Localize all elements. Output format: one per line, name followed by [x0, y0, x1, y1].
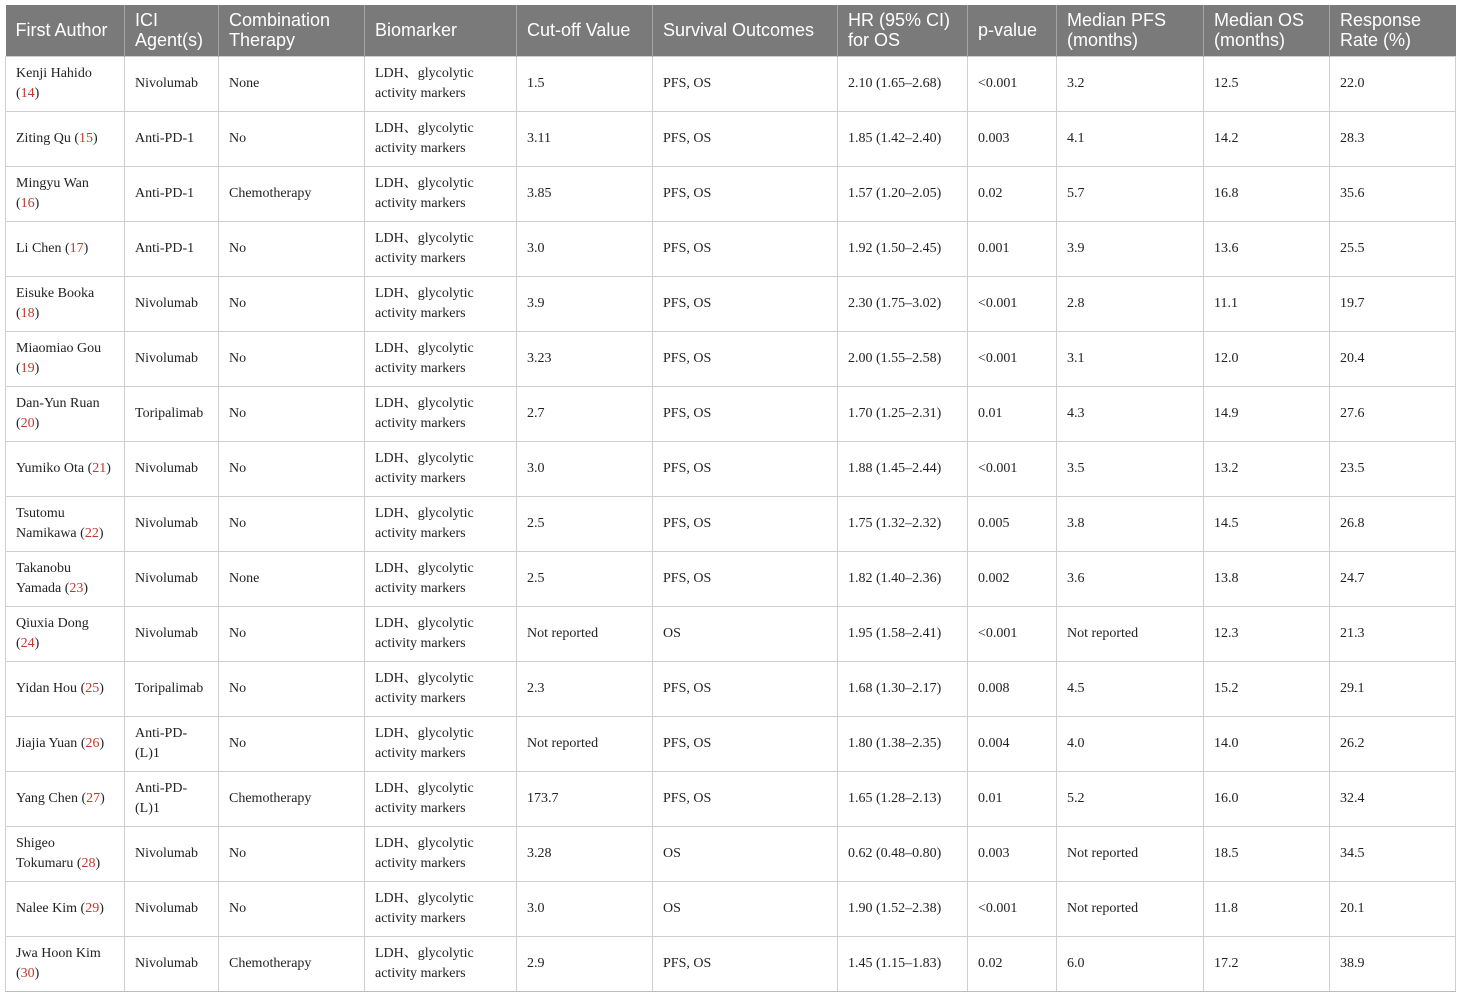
cell-combination-therapy: No	[219, 826, 365, 881]
cell-response-rate: 20.4	[1330, 331, 1456, 386]
cell-cutoff-value: 3.0	[517, 441, 653, 496]
cell-median-pfs: 3.9	[1057, 221, 1204, 276]
col-combination-therapy: Combination Therapy	[219, 5, 365, 56]
cell-median-os: 12.0	[1204, 331, 1330, 386]
cell-cutoff-value: Not reported	[517, 716, 653, 771]
cell-response-rate: 27.6	[1330, 386, 1456, 441]
cell-survival-outcomes: PFS, OS	[653, 496, 838, 551]
cell-response-rate: 26.2	[1330, 716, 1456, 771]
table-row	[6, 771, 1456, 826]
cell-median-os: 11.1	[1204, 276, 1330, 331]
cell-survival-outcomes: PFS, OS	[653, 936, 838, 991]
reference-link[interactable]: 19	[20, 360, 35, 376]
table-row	[6, 111, 1456, 166]
reference-link[interactable]: 18	[20, 305, 35, 321]
cell-first-author: Jwa Hoon Kim (30)	[6, 936, 125, 991]
cell-combination-therapy: Chemotherapy	[219, 166, 365, 221]
studies-table	[5, 5, 1456, 992]
cell-ici-agent: Toripalimab	[125, 661, 219, 716]
cell-biomarker: LDH、glycolytic activity markers	[365, 551, 517, 606]
col-survival-outcomes: Survival Outcomes	[653, 5, 838, 56]
cell-p-value: 0.001	[968, 221, 1057, 276]
cell-ici-agent: Nivolumab	[125, 331, 219, 386]
cell-hr-os: 1.68 (1.30–2.17)	[838, 661, 968, 716]
cell-hr-os: 1.65 (1.28–2.13)	[838, 771, 968, 826]
cell-median-pfs: 4.0	[1057, 716, 1204, 771]
cell-hr-os: 1.70 (1.25–2.31)	[838, 386, 968, 441]
author-name: Nalee Kim	[16, 900, 78, 916]
cell-p-value: 0.004	[968, 716, 1057, 771]
cell-biomarker: LDH、glycolytic activity markers	[365, 771, 517, 826]
cell-median-pfs: 4.1	[1057, 111, 1204, 166]
cell-hr-os: 1.95 (1.58–2.41)	[838, 606, 968, 661]
cell-p-value: 0.003	[968, 826, 1057, 881]
cell-cutoff-value: 173.7	[517, 771, 653, 826]
table-row	[6, 276, 1456, 331]
cell-hr-os: 2.30 (1.75–3.02)	[838, 276, 968, 331]
cell-median-os: 17.2	[1204, 936, 1330, 991]
cell-response-rate: 22.0	[1330, 56, 1456, 111]
cell-combination-therapy: No	[219, 111, 365, 166]
cell-median-os: 13.6	[1204, 221, 1330, 276]
author-name: Tsutomu Namikawa	[16, 505, 77, 541]
author-name: Dan-Yun Ruan	[16, 395, 100, 411]
cell-cutoff-value: 3.0	[517, 221, 653, 276]
reference-link[interactable]: 15	[79, 130, 94, 146]
cell-median-pfs: 5.2	[1057, 771, 1204, 826]
cell-survival-outcomes: PFS, OS	[653, 276, 838, 331]
cell-ici-agent: Nivolumab	[125, 56, 219, 111]
cell-hr-os: 1.80 (1.38–2.35)	[838, 716, 968, 771]
cell-hr-os: 1.90 (1.52–2.38)	[838, 881, 968, 936]
reference-link[interactable]: 25	[85, 680, 100, 696]
cell-biomarker: LDH、glycolytic activity markers	[365, 386, 517, 441]
cell-median-os: 13.8	[1204, 551, 1330, 606]
header-row	[6, 5, 1456, 56]
reference-link[interactable]: 23	[69, 580, 84, 596]
cell-cutoff-value: 2.3	[517, 661, 653, 716]
cell-ici-agent: Nivolumab	[125, 496, 219, 551]
cell-cutoff-value: 2.7	[517, 386, 653, 441]
cell-combination-therapy: No	[219, 276, 365, 331]
cell-median-os: 13.2	[1204, 441, 1330, 496]
author-name: Jiajia Yuan	[16, 735, 78, 751]
reference-link[interactable]: 24	[20, 635, 35, 651]
cell-survival-outcomes: PFS, OS	[653, 551, 838, 606]
table-row	[6, 881, 1456, 936]
cell-ici-agent: Anti-PD-(L)1	[125, 716, 219, 771]
cell-median-pfs: 6.0	[1057, 936, 1204, 991]
cell-combination-therapy: No	[219, 606, 365, 661]
author-name: Mingyu Wan	[16, 175, 89, 191]
cell-p-value: <0.001	[968, 56, 1057, 111]
cell-combination-therapy: Chemotherapy	[219, 771, 365, 826]
cell-biomarker: LDH、glycolytic activity markers	[365, 881, 517, 936]
cell-median-pfs: Not reported	[1057, 606, 1204, 661]
reference-link[interactable]: 27	[86, 790, 101, 806]
cell-biomarker: LDH、glycolytic activity markers	[365, 166, 517, 221]
cell-hr-os: 1.88 (1.45–2.44)	[838, 441, 968, 496]
cell-first-author: Yumiko Ota (21)	[6, 441, 125, 496]
cell-p-value: <0.001	[968, 606, 1057, 661]
cell-response-rate: 28.3	[1330, 111, 1456, 166]
cell-cutoff-value: 2.5	[517, 551, 653, 606]
cell-median-pfs: 3.1	[1057, 331, 1204, 386]
table-body	[6, 56, 1456, 991]
cell-first-author: Tsutomu Namikawa (22)	[6, 496, 125, 551]
cell-combination-therapy: No	[219, 881, 365, 936]
cell-p-value: <0.001	[968, 331, 1057, 386]
cell-first-author: Dan-Yun Ruan (20)	[6, 386, 125, 441]
col-cutoff-value: Cut-off Value	[517, 5, 653, 56]
cell-response-rate: 25.5	[1330, 221, 1456, 276]
cell-cutoff-value: 3.85	[517, 166, 653, 221]
cell-response-rate: 21.3	[1330, 606, 1456, 661]
cell-median-pfs: 4.3	[1057, 386, 1204, 441]
cell-first-author: Shigeo Tokumaru (28)	[6, 826, 125, 881]
cell-survival-outcomes: PFS, OS	[653, 56, 838, 111]
cell-survival-outcomes: PFS, OS	[653, 331, 838, 386]
cell-first-author: Nalee Kim (29)	[6, 881, 125, 936]
cell-first-author: Eisuke Booka (18)	[6, 276, 125, 331]
cell-combination-therapy: No	[219, 496, 365, 551]
reference-link[interactable]: 17	[69, 240, 84, 256]
cell-hr-os: 0.62 (0.48–0.80)	[838, 826, 968, 881]
cell-p-value: 0.008	[968, 661, 1057, 716]
col-first-author: First Author	[6, 5, 125, 56]
cell-survival-outcomes: PFS, OS	[653, 661, 838, 716]
cell-combination-therapy: No	[219, 441, 365, 496]
cell-response-rate: 38.9	[1330, 936, 1456, 991]
cell-hr-os: 1.82 (1.40–2.36)	[838, 551, 968, 606]
cell-ici-agent: Nivolumab	[125, 551, 219, 606]
cell-median-pfs: 2.8	[1057, 276, 1204, 331]
cell-median-os: 15.2	[1204, 661, 1330, 716]
cell-ici-agent: Toripalimab	[125, 386, 219, 441]
cell-biomarker: LDH、glycolytic activity markers	[365, 441, 517, 496]
cell-biomarker: LDH、glycolytic activity markers	[365, 936, 517, 991]
cell-median-pfs: 5.7	[1057, 166, 1204, 221]
cell-p-value: 0.002	[968, 551, 1057, 606]
cell-hr-os: 1.57 (1.20–2.05)	[838, 166, 968, 221]
reference-link[interactable]: 22	[84, 525, 99, 541]
cell-median-os: 14.9	[1204, 386, 1330, 441]
cell-ici-agent: Anti-PD-1	[125, 166, 219, 221]
cell-median-pfs: 3.6	[1057, 551, 1204, 606]
cell-p-value: 0.005	[968, 496, 1057, 551]
cell-survival-outcomes: PFS, OS	[653, 716, 838, 771]
author-name: Yumiko Ota	[16, 460, 85, 476]
cell-survival-outcomes: OS	[653, 606, 838, 661]
cell-ici-agent: Nivolumab	[125, 826, 219, 881]
reference-link[interactable]: 26	[85, 735, 100, 751]
table-row	[6, 551, 1456, 606]
cell-cutoff-value: 2.9	[517, 936, 653, 991]
cell-p-value: 0.02	[968, 166, 1057, 221]
author-name: Kenji Hahido	[16, 65, 92, 81]
table-row	[6, 826, 1456, 881]
cell-biomarker: LDH、glycolytic activity markers	[365, 826, 517, 881]
table-row	[6, 716, 1456, 771]
cell-median-pfs: Not reported	[1057, 881, 1204, 936]
cell-biomarker: LDH、glycolytic activity markers	[365, 661, 517, 716]
table-row	[6, 56, 1456, 111]
cell-ici-agent: Nivolumab	[125, 441, 219, 496]
col-median-os: Median OS (months)	[1204, 5, 1330, 56]
cell-p-value: <0.001	[968, 441, 1057, 496]
cell-median-os: 16.0	[1204, 771, 1330, 826]
cell-biomarker: LDH、glycolytic activity markers	[365, 221, 517, 276]
cell-cutoff-value: 3.28	[517, 826, 653, 881]
cell-ici-agent: Nivolumab	[125, 881, 219, 936]
cell-first-author: Jiajia Yuan (26)	[6, 716, 125, 771]
cell-response-rate: 20.1	[1330, 881, 1456, 936]
cell-first-author: Miaomiao Gou (19)	[6, 331, 125, 386]
table-row	[6, 221, 1456, 276]
cell-response-rate: 19.7	[1330, 276, 1456, 331]
reference-link[interactable]: 29	[85, 900, 100, 916]
cell-response-rate: 35.6	[1330, 166, 1456, 221]
cell-combination-therapy: None	[219, 551, 365, 606]
reference-link[interactable]: 28	[81, 855, 96, 871]
reference-link[interactable]: 20	[20, 415, 35, 431]
cell-combination-therapy: Chemotherapy	[219, 936, 365, 991]
cell-p-value: <0.001	[968, 276, 1057, 331]
cell-first-author: Yang Chen (27)	[6, 771, 125, 826]
cell-p-value: 0.003	[968, 111, 1057, 166]
cell-median-pfs: Not reported	[1057, 826, 1204, 881]
cell-ici-agent: Anti-PD-1	[125, 221, 219, 276]
cell-first-author: Kenji Hahido (14)	[6, 56, 125, 111]
cell-first-author: Ziting Qu (15)	[6, 111, 125, 166]
reference-link[interactable]: 30	[20, 965, 35, 981]
cell-survival-outcomes: PFS, OS	[653, 441, 838, 496]
cell-response-rate: 29.1	[1330, 661, 1456, 716]
table-row	[6, 386, 1456, 441]
cell-ici-agent: Nivolumab	[125, 936, 219, 991]
table-row	[6, 441, 1456, 496]
cell-combination-therapy: No	[219, 331, 365, 386]
cell-cutoff-value: 1.5	[517, 56, 653, 111]
table-row	[6, 661, 1456, 716]
cell-hr-os: 2.10 (1.65–2.68)	[838, 56, 968, 111]
cell-first-author: Mingyu Wan (16)	[6, 166, 125, 221]
cell-median-os: 18.5	[1204, 826, 1330, 881]
cell-p-value: 0.01	[968, 771, 1057, 826]
cell-first-author: Yidan Hou (25)	[6, 661, 125, 716]
cell-biomarker: LDH、glycolytic activity markers	[365, 111, 517, 166]
cell-median-os: 12.3	[1204, 606, 1330, 661]
cell-hr-os: 1.45 (1.15–1.83)	[838, 936, 968, 991]
cell-median-os: 11.8	[1204, 881, 1330, 936]
cell-median-os: 16.8	[1204, 166, 1330, 221]
table-row	[6, 496, 1456, 551]
cell-median-os: 14.5	[1204, 496, 1330, 551]
cell-median-os: 14.2	[1204, 111, 1330, 166]
cell-survival-outcomes: OS	[653, 881, 838, 936]
cell-hr-os: 1.92 (1.50–2.45)	[838, 221, 968, 276]
cell-combination-therapy: No	[219, 661, 365, 716]
cell-response-rate: 32.4	[1330, 771, 1456, 826]
cell-cutoff-value: 3.9	[517, 276, 653, 331]
author-name: Shigeo Tokumaru	[16, 835, 74, 871]
cell-median-pfs: 3.5	[1057, 441, 1204, 496]
table-header	[6, 5, 1456, 56]
author-name: Yang Chen	[16, 790, 78, 806]
cell-combination-therapy: No	[219, 716, 365, 771]
cell-median-pfs: 4.5	[1057, 661, 1204, 716]
author-name: Li Chen	[16, 240, 62, 256]
col-ici-agents: ICI Agent(s)	[125, 5, 219, 56]
reference-link[interactable]: 16	[20, 195, 35, 211]
author-name: Miaomiao Gou	[16, 340, 102, 356]
cell-response-rate: 34.5	[1330, 826, 1456, 881]
author-name: Takanobu Yamada	[16, 560, 72, 596]
cell-survival-outcomes: PFS, OS	[653, 111, 838, 166]
cell-response-rate: 23.5	[1330, 441, 1456, 496]
cell-hr-os: 1.85 (1.42–2.40)	[838, 111, 968, 166]
author-name: Qiuxia Dong	[16, 615, 89, 631]
cell-p-value: 0.01	[968, 386, 1057, 441]
cell-ici-agent: Anti-PD-1	[125, 111, 219, 166]
author-name: Yidan Hou	[16, 680, 78, 696]
cell-cutoff-value: 3.0	[517, 881, 653, 936]
cell-median-pfs: 3.8	[1057, 496, 1204, 551]
cell-survival-outcomes: OS	[653, 826, 838, 881]
cell-median-os: 12.5	[1204, 56, 1330, 111]
col-hr-os: HR (95% CI) for OS	[838, 5, 968, 56]
cell-combination-therapy: No	[219, 386, 365, 441]
cell-p-value: 0.02	[968, 936, 1057, 991]
cell-biomarker: LDH、glycolytic activity markers	[365, 276, 517, 331]
table-row	[6, 331, 1456, 386]
cell-ici-agent: Anti-PD-(L)1	[125, 771, 219, 826]
cell-combination-therapy: No	[219, 221, 365, 276]
col-response-rate: Response Rate (%)	[1330, 5, 1456, 56]
table-row	[6, 606, 1456, 661]
col-biomarker: Biomarker	[365, 5, 517, 56]
cell-biomarker: LDH、glycolytic activity markers	[365, 716, 517, 771]
author-name: Ziting Qu	[16, 130, 71, 146]
cell-survival-outcomes: PFS, OS	[653, 386, 838, 441]
col-median-pfs: Median PFS (months)	[1057, 5, 1204, 56]
cell-biomarker: LDH、glycolytic activity markers	[365, 56, 517, 111]
table-row	[6, 166, 1456, 221]
reference-link[interactable]: 14	[20, 85, 35, 101]
cell-response-rate: 24.7	[1330, 551, 1456, 606]
cell-cutoff-value: 3.11	[517, 111, 653, 166]
cell-cutoff-value: 3.23	[517, 331, 653, 386]
cell-survival-outcomes: PFS, OS	[653, 166, 838, 221]
cell-p-value: <0.001	[968, 881, 1057, 936]
cell-hr-os: 1.75 (1.32–2.32)	[838, 496, 968, 551]
cell-response-rate: 26.8	[1330, 496, 1456, 551]
cell-biomarker: LDH、glycolytic activity markers	[365, 331, 517, 386]
cell-cutoff-value: 2.5	[517, 496, 653, 551]
cell-survival-outcomes: PFS, OS	[653, 221, 838, 276]
cell-biomarker: LDH、glycolytic activity markers	[365, 496, 517, 551]
cell-first-author: Qiuxia Dong (24)	[6, 606, 125, 661]
table-row	[6, 936, 1456, 991]
cell-cutoff-value: Not reported	[517, 606, 653, 661]
reference-link[interactable]: 21	[92, 460, 107, 476]
cell-first-author: Takanobu Yamada (23)	[6, 551, 125, 606]
cell-ici-agent: Nivolumab	[125, 276, 219, 331]
cell-ici-agent: Nivolumab	[125, 606, 219, 661]
author-name: Eisuke Booka	[16, 285, 95, 301]
col-p-value: p-value	[968, 5, 1057, 56]
cell-combination-therapy: None	[219, 56, 365, 111]
cell-first-author: Li Chen (17)	[6, 221, 125, 276]
cell-median-pfs: 3.2	[1057, 56, 1204, 111]
cell-survival-outcomes: PFS, OS	[653, 771, 838, 826]
cell-median-os: 14.0	[1204, 716, 1330, 771]
author-name: Jwa Hoon Kim	[16, 945, 101, 961]
cell-hr-os: 2.00 (1.55–2.58)	[838, 331, 968, 386]
cell-biomarker: LDH、glycolytic activity markers	[365, 606, 517, 661]
